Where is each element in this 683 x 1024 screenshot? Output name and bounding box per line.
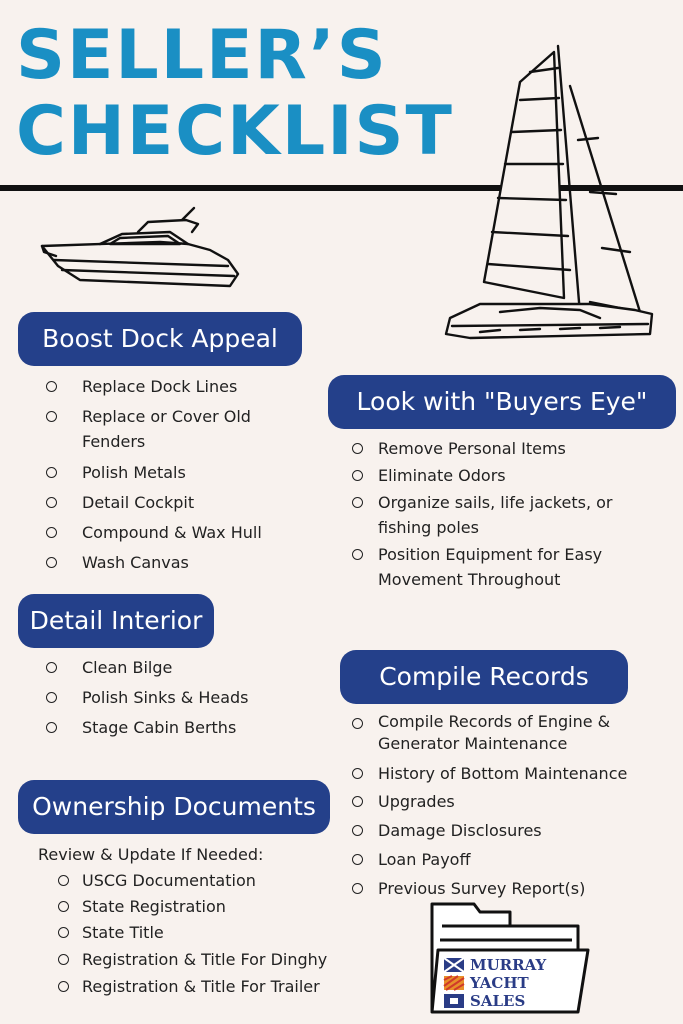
- list-item: Upgrades: [352, 789, 652, 818]
- list-item: History of Bottom Maintenance: [352, 761, 652, 789]
- section-heading-ownership-documents: Ownership Documents: [18, 780, 330, 834]
- checkbox-circle-icon: [352, 497, 363, 508]
- nautical-flag-icon: [444, 958, 464, 1008]
- checkbox-circle-icon: [352, 718, 363, 729]
- buyers-eye-list: [352, 436, 652, 594]
- list-item: Detail Cockpit: [46, 490, 296, 520]
- list-item: Registration & Title For Dinghy: [58, 947, 348, 974]
- motor-yacht-illustration: [40, 216, 245, 291]
- list-item: Eliminate Odors: [352, 463, 652, 490]
- list-item: Remove Personal Items: [352, 436, 652, 463]
- detail-interior-list: [46, 655, 296, 745]
- list-item: State Title: [58, 920, 348, 947]
- list-item: Compile Records of Engine & Generator Maintenance: [352, 711, 652, 761]
- checkbox-circle-icon: [46, 692, 57, 703]
- checkbox-circle-icon: [58, 981, 69, 992]
- list-item: Polish Sinks & Heads: [46, 685, 296, 715]
- checkbox-circle-icon: [352, 549, 363, 560]
- checkbox-circle-icon: [46, 662, 57, 673]
- checkbox-circle-icon: [352, 825, 363, 836]
- ownership-documents-list: [58, 868, 348, 1001]
- list-item: USCG Documentation: [58, 868, 348, 894]
- list-item: Clean Bilge: [46, 655, 296, 685]
- list-item: Loan Payoff: [352, 847, 652, 876]
- checkbox-circle-icon: [46, 467, 57, 478]
- checkbox-circle-icon: [46, 557, 57, 568]
- list-item: Stage Cabin Berths: [46, 715, 296, 745]
- checkbox-circle-icon: [46, 411, 57, 422]
- list-item: Replace Dock Lines: [46, 374, 296, 404]
- checkbox-circle-icon: [46, 527, 57, 538]
- logo-line-yacht: YACHT: [470, 974, 529, 992]
- sailing-catamaran-illustration: [440, 42, 665, 347]
- logo-line-murray: MURRAY: [470, 956, 547, 974]
- checkbox-circle-icon: [352, 470, 363, 481]
- list-item: Previous Survey Report(s): [352, 876, 652, 905]
- list-item: Registration & Title For Trailer: [58, 974, 348, 1001]
- checkbox-circle-icon: [58, 927, 69, 938]
- list-item: Replace or Cover Old Fenders: [46, 404, 296, 460]
- checkbox-circle-icon: [352, 854, 363, 865]
- section-heading-compile-records: Compile Records: [340, 650, 628, 704]
- page-title-line-2: CHECKLIST: [16, 92, 454, 171]
- section-heading-detail-interior: Detail Interior: [18, 594, 214, 648]
- checkbox-circle-icon: [58, 954, 69, 965]
- section-heading-boost-dock-appeal: Boost Dock Appeal: [18, 312, 302, 366]
- list-item: Position Equipment for Easy Movement Throughout: [352, 542, 652, 594]
- page-title-line-1: SELLER’S: [16, 16, 388, 95]
- checkbox-circle-icon: [58, 901, 69, 912]
- list-item: State Registration: [58, 894, 348, 920]
- checkbox-circle-icon: [352, 796, 363, 807]
- checkbox-circle-icon: [352, 768, 363, 779]
- checkbox-circle-icon: [46, 381, 57, 392]
- checkbox-circle-icon: [46, 497, 57, 508]
- checkbox-circle-icon: [352, 883, 363, 894]
- list-item: Damage Disclosures: [352, 818, 652, 847]
- list-item: Organize sails, life jackets, or fishing poles: [352, 490, 652, 542]
- list-item: Polish Metals: [46, 460, 296, 490]
- compile-records-list: [352, 711, 652, 905]
- section-heading-buyers-eye: Look with "Buyers Eye": [328, 375, 676, 429]
- checkbox-circle-icon: [58, 875, 69, 886]
- review-note: Review & Update If Needed:: [38, 845, 264, 864]
- checkbox-circle-icon: [352, 443, 363, 454]
- checkbox-circle-icon: [46, 722, 57, 733]
- list-item: Compound & Wax Hull: [46, 520, 296, 550]
- murray-yacht-sales-logo: [428, 900, 598, 1020]
- list-item: Wash Canvas: [46, 550, 296, 580]
- boost-dock-appeal-list: [46, 374, 296, 580]
- logo-line-sales: SALES: [470, 992, 526, 1010]
